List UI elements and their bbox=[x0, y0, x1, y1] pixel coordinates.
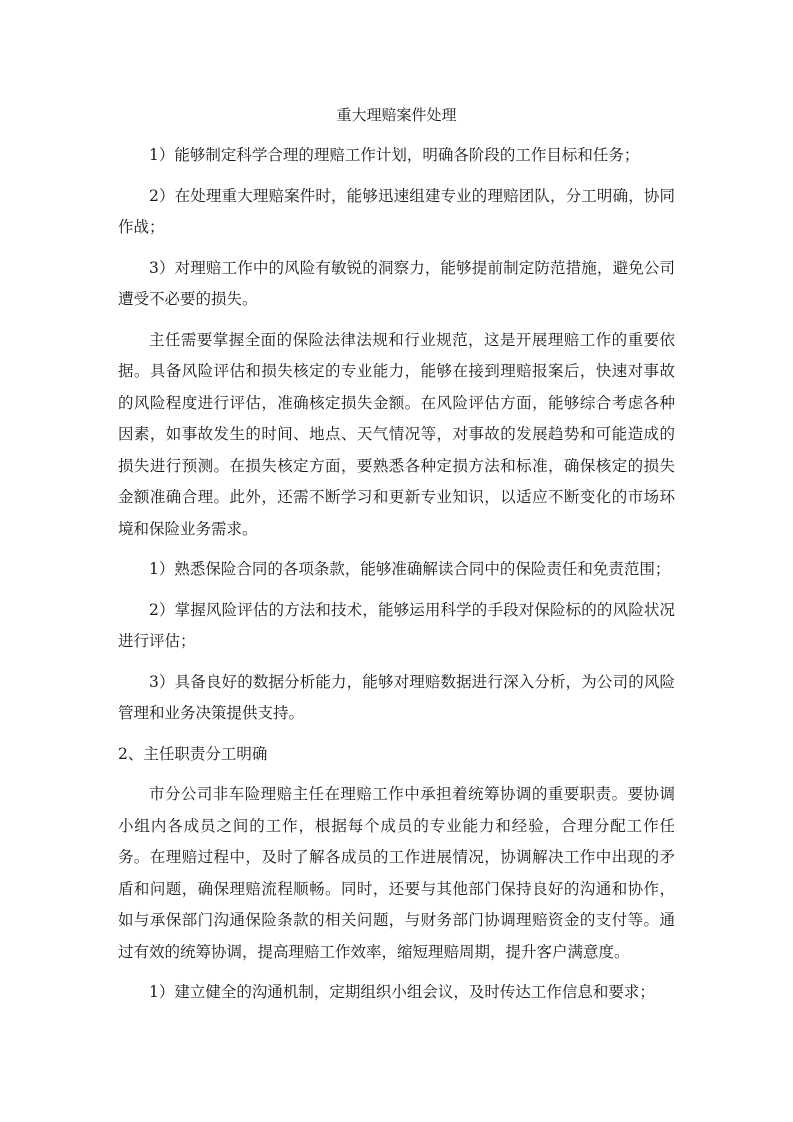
document-body bbox=[118, 140, 675, 1018]
document-title: 重大理赔案件处理 bbox=[336, 106, 457, 124]
body-paragraph-coordination: 市分公司非车险理赔主任在理赔工作中承担着统筹协调的重要职责。要协调小组内各成员之间的工作，根据每个成员的专业能力和经验，合理分配工作任务。在理赔过程中，及时了解各成员的工作进展情况，协调解决工作中出现的矛盾和问题，确保理赔流程顺畅。同时，还要与其他部门保持良好的沟通和协作，如与承保部门沟通保险条款的相关问题，与财务部门协调理赔资金的支付等。通过有效的统筹协调，提高理赔工作效率，缩短理赔周期，提升客户满意度。 bbox=[118, 785, 675, 961]
body-paragraph-knowledge: 主任需要掌握全面的保险法律法规和行业规范，这是开展理赔工作的重要依据。具备风险评估和损失核定的专业能力，能够在接到理赔报案后，快速对事故的风险程度进行评估，准确核定损失金额。在风险评估方面，能够综合考虑各种因素，如事故发生的时间、地点、天气情况等，对事故的发展趋势和可能造成的损失进行预测。在损失核定方面，要熟悉各种定损方法和标准，确保核定的损失金额准确合理。此外，还需不断学习和更新专业知识，以适应不断变化的市场环境和保险业务需求。 bbox=[118, 330, 675, 538]
list-item-communication: 1）建立健全的沟通机制，定期组织小组会议，及时传达工作信息和要求； bbox=[149, 983, 655, 1001]
list-item-risk-assessment: 2）掌握风险评估的方法和技术，能够运用科学的手段对保险标的的风险状况进行评估； bbox=[118, 600, 675, 650]
list-item-plan: 1）能够制定科学合理的理赔工作计划，明确各阶段的工作目标和任务； bbox=[149, 146, 640, 164]
list-item-risk-prevention: 3）对理赔工作中的风险有敏锐的洞察力，能够提前制定防范措施，避免公司遭受不必要的损失。 bbox=[118, 258, 675, 308]
section-heading: 2、主任职责分工明确 bbox=[118, 744, 268, 763]
list-item-data-analysis: 3）具备良好的数据分析能力，能够对理赔数据进行深入分析，为公司的风险管理和业务决策提供支持。 bbox=[118, 672, 675, 722]
list-item-team: 2）在处理重大理赔案件时，能够迅速组建专业的理赔团队，分工明确，协同作战； bbox=[118, 186, 675, 236]
list-item-contract-terms: 1）熟悉保险合同的各项条款，能够准确解读合同中的保险责任和免责范围； bbox=[149, 560, 671, 578]
